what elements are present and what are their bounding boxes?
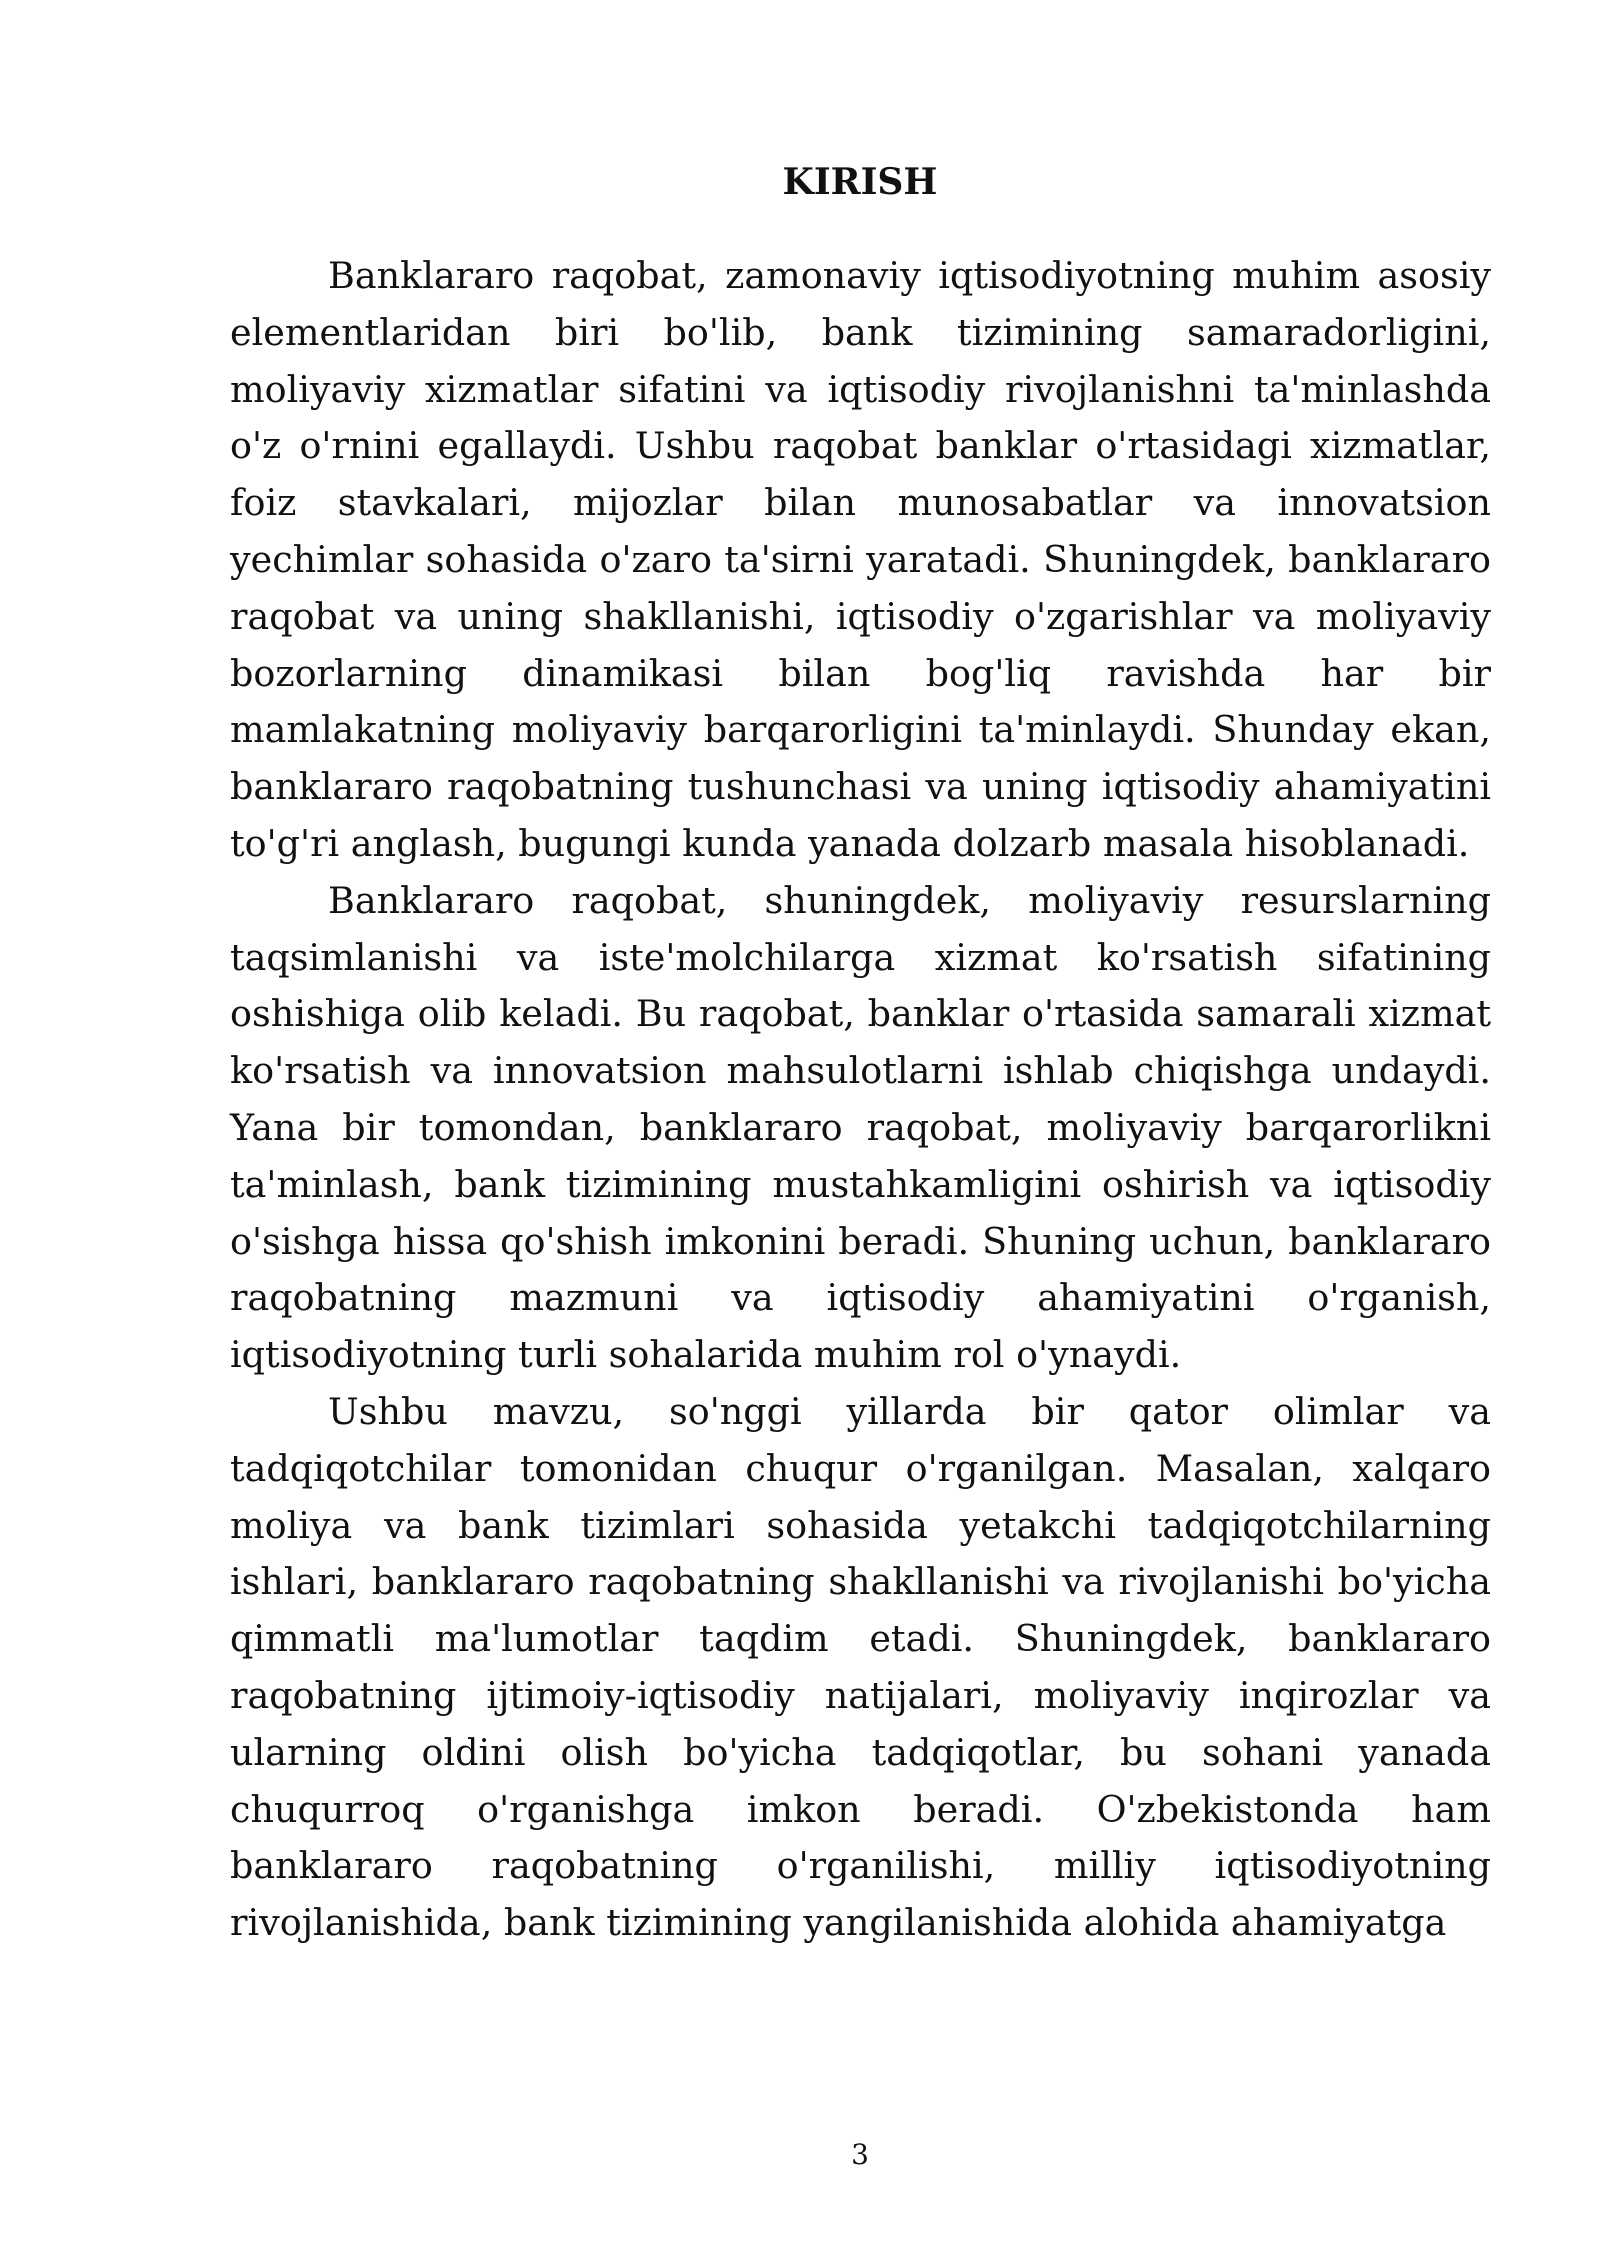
paragraph: Ushbu mavzu, so'nggi yillarda bir qator olimlar va tadqiqotchilar tomonidan chuqur o'rganilgan. Masalan, xalqaro moliya va bank tizimlari sohasida yetakchi tadqiqotchilarning ishlari, banklararo raqobatning shakllanishi va rivojlanishi bo'yicha qimmatli ma'lumotlar taqdim etadi. Shuningdek, banklararo raqobatning ijtimoiy-iqtisodiy natijalari, moliyaviy inqirozlar va ularning oldini olish bo'yicha tadqiqotlar, bu sohani yanada chuqurroq o'rganishga imkon beradi. O'zbekistonda ham banklararo raqobatning o'rganilishi, milliy iqtisodiyotning rivojlanishida, bank tizimining yangilanishida alohida ahamiyatga [230, 1389, 1491, 1945]
section-title: KIRISH [782, 161, 938, 203]
body-text [230, 248, 1491, 1952]
paragraph: Banklararo raqobat, zamonaviy iqtisodiyotning muhim asosiy elementlaridan biri bo'lib, bank tizimining samaradorligini, moliyaviy xizmatlar sifatini va iqtisodiy rivojlanishni ta'minlashda o'z o'rnini egallaydi. Ushbu raqobat banklar o'rtasidagi xizmatlar, foiz stavkalari, mijozlar bilan munosabatlar va innovatsion yechimlar sohasida o'zaro ta'sirni yaratadi. Shuningdek, banklararo raqobat va uning shakllanishi, iqtisodiy o'zgarishlar va moliyaviy bozorlarning dinamikasi bilan bog'liq ravishda har bir mamlakatning moliyaviy barqarorligini ta'minlaydi. Shunday ekan, banklararo raqobatning tushunchasi va uning iqtisodiy ahamiyatini to'g'ri anglash, bugungi kunda yanada dolzarb masala hisoblanadi. [230, 254, 1491, 865]
paragraph: Banklararo raqobat, shuningdek, moliyaviy resurslarning taqsimlanishi va iste'molchilarga xizmat ko'rsatish sifatining oshishiga olib keladi. Bu raqobat, banklar o'rtasida samarali xizmat ko'rsatish va innovatsion mahsulotlarni ishlab chiqishga undaydi. Yana bir tomondan, banklararo raqobat, moliyaviy barqarorlikni ta'minlash, bank tizimining mustahkamligini oshirish va iqtisodiy o'sishga hissa qo'shish imkonini beradi. Shuning uchun, banklararo raqobatning mazmuni va iqtisodiy ahamiyatini o'rganish, iqtisodiyotning turli sohalarida muhim rol o'ynaydi. [230, 878, 1491, 1377]
page-number: 3 [851, 2138, 869, 2171]
